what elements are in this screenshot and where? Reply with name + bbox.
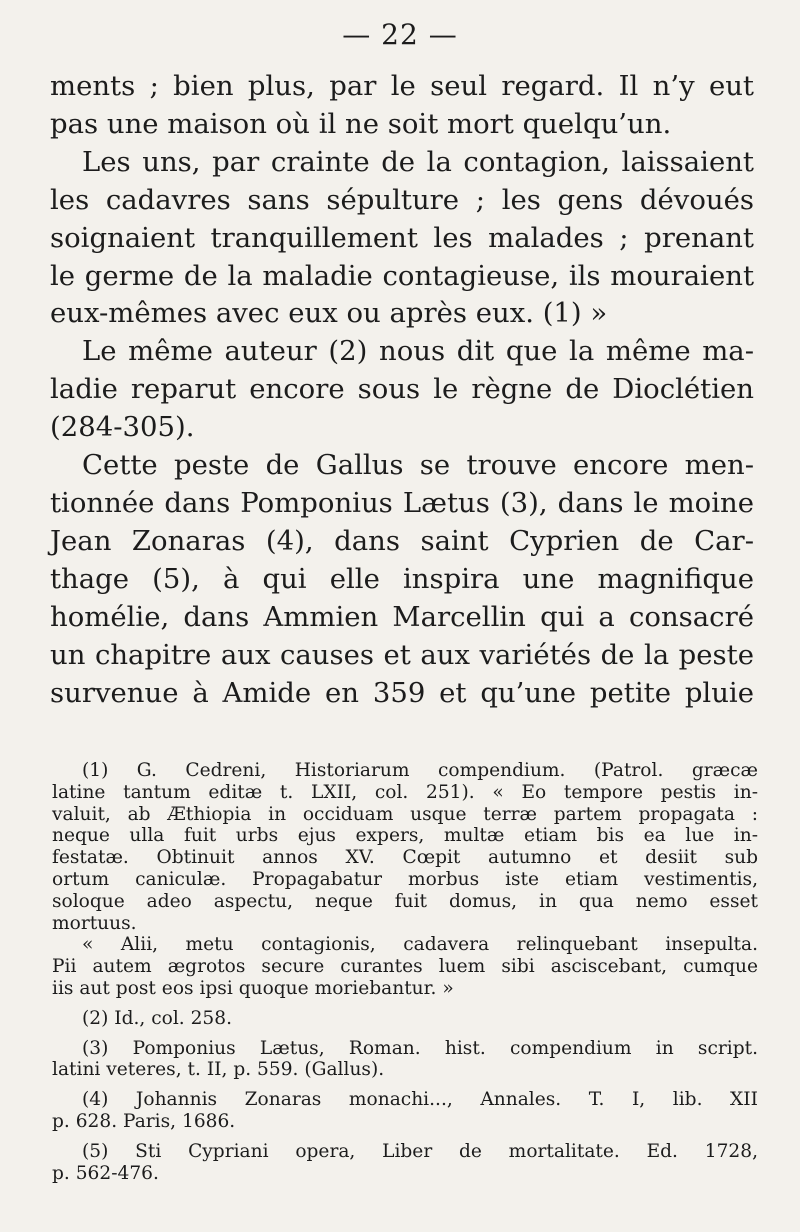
footnote-line: (5) Sti Cypriani opera, Liber de mortalitate. Ed. 1728, — [82, 1140, 758, 1162]
text-line: homélie, dans Ammien Marcellin qui a consacré — [50, 600, 754, 633]
text-line: eux-mêmes avec eux ou après eux. (1) » — [50, 297, 608, 330]
footnote-line: mortuus. — [52, 912, 137, 934]
text-line: le germe de la maladie contagieuse, ils mouraient — [50, 259, 754, 292]
text-line: Le même auteur (2) nous dit que la même ma- — [82, 335, 754, 368]
footnote-line: (3) Pomponius Lætus, Roman. hist. compendium in script. — [82, 1037, 758, 1059]
footnote-line: festatæ. Obtinuit annos XV. Cœpit autumno et desiit sub — [52, 847, 758, 869]
text-line: soignaient tranquillement les malades ; prenant — [50, 221, 754, 254]
text-line: Les uns, par crainte de la contagion, laissaient — [82, 145, 754, 178]
text-line: ladie reparut encore sous le règne de Dioclétien — [50, 373, 754, 406]
footnote-line: p. 628. Paris, 1686. — [52, 1110, 236, 1132]
text-line: les cadavres sans sépulture ; les gens dévoués — [50, 183, 754, 216]
footnote-line: valuit, ab Æthiopia in occiduam usque terræ partem propagata : — [52, 803, 758, 825]
text-line: thage (5), à qui elle inspira une magnifique — [50, 562, 754, 595]
footnote-line: soloque adeo aspectu, neque fuit domus, in qua nemo esset — [52, 890, 758, 912]
footnote-line: (2) Id., col. 258. — [82, 1007, 233, 1029]
text-line: tionnée dans Pomponius Lætus (3), dans le moine — [50, 486, 754, 519]
text-line: pas une maison où il ne soit mort quelqu’un. — [50, 107, 672, 140]
footnote-line: (1) G. Cedreni, Historiarum compendium. (Patrol. græcæ — [82, 760, 758, 781]
footnote-line: p. 562-476. — [52, 1162, 159, 1184]
footnote-line: latine tantum editæ t. LXII, col. 251). « Eo tempore pestis in- — [52, 781, 758, 803]
text-line: survenue à Amide en 359 et qu’une petite pluie — [50, 676, 754, 709]
footnote-line: ortum caniculæ. Propagabatur morbus iste etiam vestimentis, — [52, 868, 758, 890]
text-line: (284-305). — [50, 411, 195, 444]
text-line: Jean Zonaras (4), dans saint Cyprien de Car- — [50, 524, 754, 557]
footnote-line: Pii autem ægrotos secure curantes luem sibi asciscebant, cumque — [52, 956, 758, 978]
footnote-line: « Alii, metu contagionis, cadavera relinquebant insepulta. — [82, 934, 758, 956]
text-line: Cette peste de Gallus se trouve encore men- — [82, 449, 754, 482]
footnotes — [52, 760, 758, 1184]
page-number: — 22 — — [342, 18, 458, 51]
body-text — [50, 68, 754, 712]
footnote-line: latini veteres, t. II, p. 559. (Gallus). — [52, 1059, 385, 1081]
text-line: un chapitre aux causes et aux variétés de la peste — [50, 638, 754, 671]
footnote-line: iis aut post eos ipsi quoque moriebantur. » — [52, 977, 454, 999]
footnote-line: neque ulla fuit urbs ejus expers, multæ etiam bis ea lue in- — [52, 825, 758, 847]
footnote-line: (4) Johannis Zonaras monachi..., Annales. T. I, lib. XII — [82, 1089, 758, 1111]
text-line: ments ; bien plus, par le seul regard. Il n’y eut — [50, 70, 754, 102]
